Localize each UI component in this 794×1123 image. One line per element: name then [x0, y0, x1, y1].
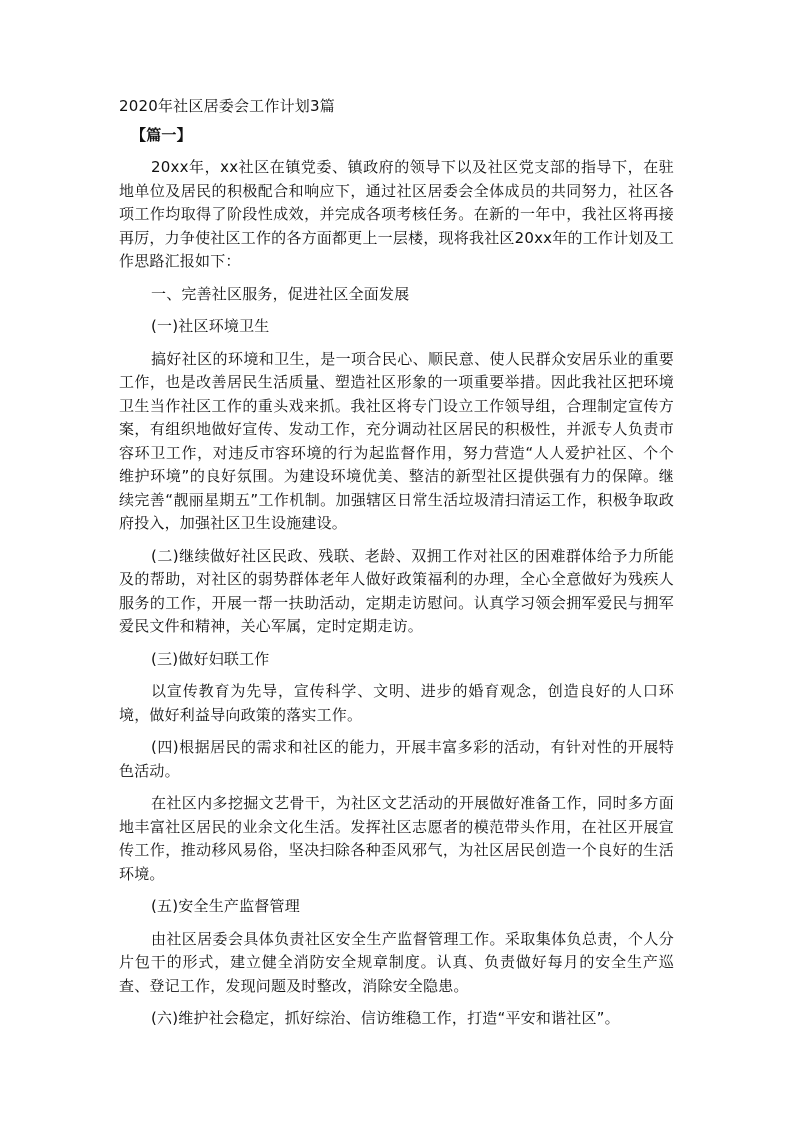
- section-heading-1: 一、完善社区服务，促进社区全面发展: [151, 284, 410, 303]
- intro-paragraph: 20xx年，xx社区在镇党委、镇政府的领导下以及社区党支部的指导下，在驻地单位及居民的积极配合和响应下，通过社区居委会全体成员的共同努力，社区各项工作均取得了阶段性成效，并完成各项考核任务。在新的一年中，我社区将再接再厉，力争使社区工作的各方面都更上一层楼，现将我社区20xx年的工作计划及工作思路汇报如下：: [119, 158, 674, 270]
- culture-paragraph: 在社区内多挖掘文艺骨干，为社区文艺活动的开展做好准备工作，同时多方面地丰富社区居民的业余文化生活。发挥社区志愿者的模范带头作用，在社区开展宣传工作，推动移风易俗，坚决扫除各种歪风邪气，为社区居民创造一个良好的生活环境。: [119, 794, 674, 883]
- civil-affairs-paragraph: (二)继续做好社区民政、残联、老龄、双拥工作对社区的困难群体给予力所能及的帮助，对社区的弱势群体老年人做好政策福利的办理，全心全意做好为残疾人服务的工作，开展一帮一扶助活动，定期走访慰问。认真学习领会拥军爱民与拥军爱民文件和精神，关心军属，定时定期走访。: [119, 546, 674, 635]
- document-body: [119, 95, 674, 1040]
- subsection-heading-women: (三)做好妇联工作: [151, 649, 270, 668]
- document-title: 2020年社区居委会工作计划3篇: [119, 97, 335, 115]
- safety-paragraph: 由社区居委会具体负责社区安全生产监督管理工作。采取集体负总责，个人分片包干的形式，建立健全消防安全规章制度。认真、负责做好每月的安全生产巡查、登记工作，发现问题及时整改，消除安全隐患。: [119, 929, 674, 995]
- subsection-heading-safety: (五)安全生产监督管理: [151, 897, 300, 915]
- environment-paragraph: 搞好社区的环境和卫生，是一项合民心、顺民意、使人民群众安居乐业的重要工作，也是改善居民生活质量、塑造社区形象的一项重要举措。因此我社区把环境卫生当作社区工作的重头戏来抓。我社区将专门设立工作领导组，合理制定宣传方案，有组织地做好宣传、发动工作，充分调动社区居民的积极性，并派专人负责市容环卫工作，对违反市容环境的行为起监督作用，努力营造“人人爱护社区、个个维护环境”的良好氛围。为建设环境优美、整洁的新型社区提供强有力的保障。继续完善“靓丽星期五”工作机制。加强辖区日常生活垃圾清扫清运工作，积极争取政府投入，加强社区卫生设施建设。: [119, 349, 674, 532]
- subsection-heading-environment: (一)社区环境卫生: [151, 317, 270, 335]
- women-paragraph: 以宣传教育为先导，宣传科学、文明、进步的婚育观念，创造良好的人口环境，做好利益导向政策的落实工作。: [119, 682, 674, 724]
- part-heading: 【篇一】: [131, 126, 192, 144]
- activities-paragraph: (四)根据居民的需求和社区的能力，开展丰富多彩的活动，有针对性的开展特色活动。: [119, 738, 674, 780]
- subsection-heading-stability: (六)维护社会稳定，抓好综治、信访维稳工作，打造“平安和谐社区”。: [151, 1009, 620, 1027]
